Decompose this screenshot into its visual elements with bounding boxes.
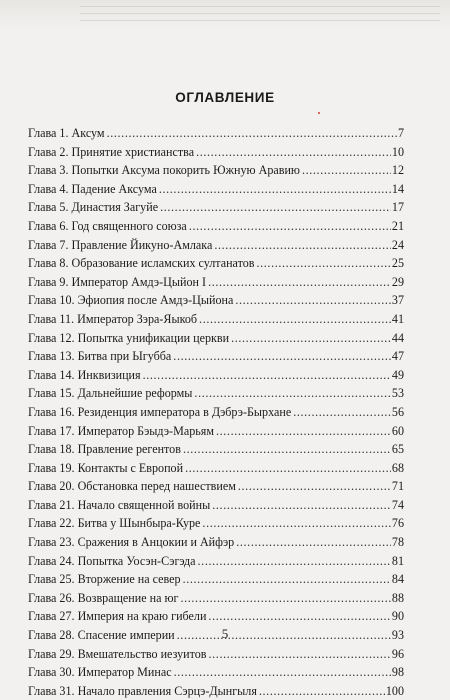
- toc-entry-page-number: 37: [391, 293, 404, 308]
- toc-entry-page-number: 88: [391, 590, 404, 605]
- toc-entry-page-number: 14: [391, 181, 404, 196]
- page-number: 5: [221, 626, 229, 641]
- toc-entry-page-number: 44: [391, 330, 404, 345]
- toc-entry-title: Глава 5. Династия Загуйе: [28, 200, 159, 215]
- dot-leader: [189, 217, 391, 236]
- toc-entry: [28, 570, 404, 589]
- dot-leader: [143, 366, 391, 385]
- toc-entry: [28, 514, 404, 533]
- toc-entry-title: Глава 8. Образование исламских султанатов: [28, 256, 255, 271]
- toc-entry-title: Глава 12. Попытка унификации церкви: [28, 330, 230, 345]
- previous-page-bleed: [0, 0, 450, 30]
- toc-entry: [28, 161, 404, 180]
- toc-entry: [28, 273, 404, 292]
- toc-entry: [28, 180, 404, 199]
- bleed-through-text: [80, 6, 440, 22]
- toc-entry: [28, 477, 404, 496]
- toc-entry: [28, 422, 404, 441]
- toc-entry-title: Глава 20. Обстановка перед нашествием: [28, 479, 236, 494]
- toc-entry-page-number: 41: [391, 311, 404, 326]
- toc-entry: [28, 440, 404, 459]
- toc-entry-title: Глава 26. Возвращение на юг: [28, 590, 179, 605]
- dot-leader: [293, 403, 391, 422]
- toc-entry-page-number: 90: [391, 609, 404, 624]
- toc-entry-page-number: 78: [391, 535, 404, 550]
- toc-entry-title: Глава 24. Попытка Уосэн-Сэгэда: [28, 553, 196, 568]
- toc-entry: [28, 533, 404, 552]
- toc-entry-title: Глава 17. Император Бэыдэ-Марьям: [28, 423, 214, 438]
- dot-leader: [209, 645, 391, 664]
- toc-entry-page-number: 49: [391, 367, 404, 382]
- toc-entry-title: Глава 2. Принятие христианства: [28, 144, 195, 159]
- toc-entry-page-number: 98: [391, 665, 404, 680]
- dot-leader: [216, 422, 391, 441]
- toc-entry-page-number: 7: [397, 126, 404, 140]
- toc-entry-title: Глава 18. Правление регентов: [28, 442, 181, 457]
- toc-entry-page-number: 10: [391, 144, 404, 159]
- toc-entry: [28, 645, 404, 664]
- toc-entry-title: Глава 14. Инквизиция: [28, 367, 141, 382]
- toc-entry-page-number: 81: [391, 553, 404, 568]
- toc-entry: [28, 291, 404, 310]
- dot-leader: [198, 552, 391, 571]
- dot-leader: [231, 329, 391, 348]
- dot-leader: [236, 533, 391, 552]
- toc-entry: [28, 143, 404, 162]
- dot-leader: [212, 496, 391, 515]
- toc-entry-title: Глава 23. Сражения в Анцокии и Айфэр: [28, 535, 235, 550]
- dot-leader: [185, 459, 391, 478]
- dot-leader: [202, 514, 390, 533]
- toc-entry: [28, 217, 404, 236]
- toc-entry-page-number: 29: [391, 274, 404, 289]
- toc-entry: [28, 198, 404, 217]
- toc-entry-page-number: 12: [391, 163, 404, 178]
- toc-entry-page-number: 21: [391, 218, 404, 233]
- toc-entry-title: Глава 1. Аксум: [28, 126, 105, 140]
- dot-leader: [194, 384, 390, 403]
- dot-leader: [235, 291, 391, 310]
- toc-entry-page-number: 74: [391, 497, 404, 512]
- toc-entry-page-number: 56: [391, 404, 404, 419]
- toc-entry: [28, 384, 404, 403]
- toc-entry-page-number: 84: [391, 572, 404, 587]
- toc-entry: [28, 496, 404, 515]
- toc-entry: [28, 124, 404, 143]
- dot-leader: [183, 570, 391, 589]
- toc-entry-title: Глава 3. Попытки Аксума покорить Южную Аравию: [28, 163, 300, 178]
- dot-leader: [208, 607, 390, 626]
- toc-entry-title: Глава 9. Император Амдэ-Цыйон I: [28, 274, 207, 289]
- toc-entry-title: Глава 29. Вмешательство иезуитов: [28, 646, 207, 661]
- toc-entry-page-number: 47: [391, 349, 404, 364]
- dot-leader: [180, 589, 390, 608]
- toc-entry-title: Глава 13. Битва при Ыгубба: [28, 349, 172, 364]
- toc-entry: [28, 459, 404, 478]
- toc-entry: [28, 607, 404, 626]
- toc-entry-title: Глава 25. Вторжение на север: [28, 572, 181, 587]
- toc-entry-title: Глава 7. Правление Йикуно-Амлака: [28, 237, 213, 252]
- toc-entry-page-number: 76: [391, 516, 404, 531]
- toc-entry-title: Глава 30. Император Минас: [28, 665, 172, 680]
- toc-entry-page-number: 24: [391, 237, 404, 252]
- toc-entry-title: Глава 16. Резиденция императора в Дэбрэ-Бырхане: [28, 404, 292, 419]
- dot-leader: [199, 310, 391, 329]
- dot-leader: [256, 254, 390, 273]
- toc-entry-title: Глава 19. Контакты с Европой: [28, 460, 184, 475]
- toc-entry-page-number: 96: [391, 646, 404, 661]
- dot-leader: [173, 347, 391, 366]
- dot-leader: [259, 682, 385, 700]
- toc-entry-page-number: 60: [391, 423, 404, 438]
- toc-entry: [28, 254, 404, 273]
- toc-entry-page-number: 71: [391, 479, 404, 494]
- toc-entry: [28, 682, 404, 700]
- toc-entry-title: Глава 6. Год священного союза: [28, 218, 187, 233]
- toc-entry-page-number: 65: [391, 442, 404, 457]
- toc-entry-title: Глава 28. Спасение империи: [28, 628, 175, 643]
- toc-entry-title: Глава 10. Эфиопия после Амдэ-Цыйона: [28, 293, 234, 308]
- toc-entry-title: Глава 21. Начало священной войны: [28, 497, 211, 512]
- toc-entry: [28, 366, 404, 385]
- dot-leader: [196, 143, 391, 162]
- dot-leader: [302, 161, 391, 180]
- toc-entry: [28, 310, 404, 329]
- toc-entry-page-number: 25: [391, 256, 404, 271]
- toc-entry-title: Глава 15. Дальнейшие реформы: [28, 386, 193, 401]
- dot-leader: [160, 198, 391, 217]
- toc-entry-page-number: 68: [391, 460, 404, 475]
- dot-leader: [107, 124, 397, 143]
- toc-entry-page-number: 17: [391, 200, 404, 215]
- toc-entry: [28, 329, 404, 348]
- toc-entry: [28, 552, 404, 571]
- table-of-contents: [28, 124, 404, 700]
- dot-leader: [183, 440, 391, 459]
- ink-speck: [318, 112, 320, 114]
- dot-leader: [174, 663, 391, 682]
- toc-entry-page-number: 53: [391, 386, 404, 401]
- toc-entry-title: Глава 27. Империя на краю гибели: [28, 609, 207, 624]
- dot-leader: [208, 273, 391, 292]
- toc-entry: [28, 236, 404, 255]
- toc-entry: [28, 663, 404, 682]
- toc-entry-title: Глава 22. Битва у Шынбыра-Куре: [28, 516, 201, 531]
- dot-leader: [238, 477, 391, 496]
- toc-entry-page-number: 93: [391, 628, 404, 643]
- dot-leader: [159, 180, 391, 199]
- page-title: ОГЛАВЛЕНИЕ: [175, 90, 275, 106]
- toc-entry-page-number: 100: [385, 683, 404, 698]
- toc-entry: [28, 589, 404, 608]
- toc-entry: [28, 347, 404, 366]
- dot-leader: [214, 236, 391, 255]
- toc-entry-title: Глава 11. Император Зэра-Яыкоб: [28, 311, 198, 326]
- toc-entry-title: Глава 31. Начало правления Сэрцэ-Дынгыля: [28, 683, 257, 698]
- toc-entry-title: Глава 4. Падение Аксума: [28, 181, 157, 196]
- toc-entry: [28, 403, 404, 422]
